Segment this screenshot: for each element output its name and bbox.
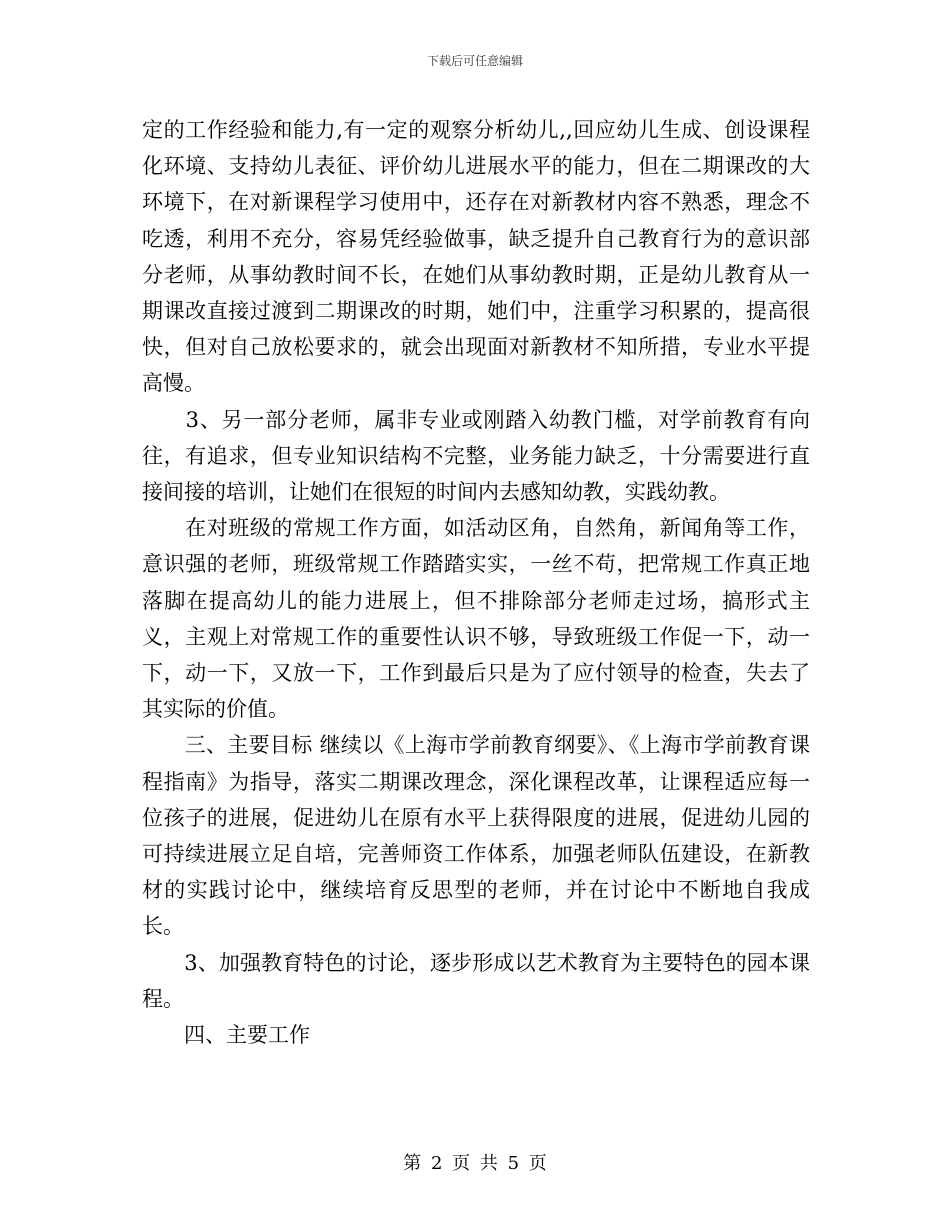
paragraph: 定的工作经验和能力,有一定的观察分析幼儿,,回应幼儿生成、创设课程化环境、支持幼儿表征、评价幼儿进展水平的能力，但在二期课改的大环境下，在对新课程学习使用中，还存在对新教材内容不熟悉，理念不吃透，利用不充分，容易凭经验做事，缺乏提升自己教育行为的意识部分老师，从事幼教时间不长，在她们从事幼教时期，正是幼儿教育从一期课改直接过渡到二期课改的时期，她们中，注重学习积累的，提高很快，但对自己放松要求的，就会出现面对新教材不知所措，专业水平提高慢。 xyxy=(142,118,810,396)
document-body xyxy=(142,112,810,1053)
page-header: 下载后可任意编辑 xyxy=(426,54,523,68)
page-number-footer: 第 2 页 共 5 页 xyxy=(403,1153,547,1174)
section-heading: 四、主要工作 xyxy=(142,1023,310,1048)
paragraph: 3、加强教育特色的讨论，逐步形成以艺术教育为主要特色的园本课程。 xyxy=(142,950,810,1011)
paragraph: 三、主要目标 继续以《上海市学前教育纲要》、《上海市学前教育课程指南》为指导，落实二期课改理念，深化课程改革，让课程适应每一位孩子的进展，促进幼儿在原有水平上获得限度的进展，促进幼儿园的可持续进展立足自培，完善师资工作体系，加强老师队伍建设，在新教材的实践讨论中，继续培育反思型的老师，并在讨论中不断地自我成长。 xyxy=(142,733,810,939)
paragraph: 3、另一部分老师，属非专业或刚踏入幼教门槛，对学前教育有向往，有追求，但专业知识结构不完整，业务能力缺乏，十分需要进行直接间接的培训，让她们在很短的时间内去感知幼教，实践幼教。 xyxy=(142,407,810,505)
paragraph: 在对班级的常规工作方面，如活动区角，自然角，新闻角等工作，意识强的老师，班级常规工作踏踏实实，一丝不苟，把常规工作真正地落脚在提高幼儿的能力进展上，但不排除部分老师走过场，搞形式主义，主观上对常规工作的重要性认识不够，导致班级工作促一下，动一下，动一下，又放一下，工作到最后只是为了应付领导的检查，失去了其实际的价值。 xyxy=(142,516,810,722)
